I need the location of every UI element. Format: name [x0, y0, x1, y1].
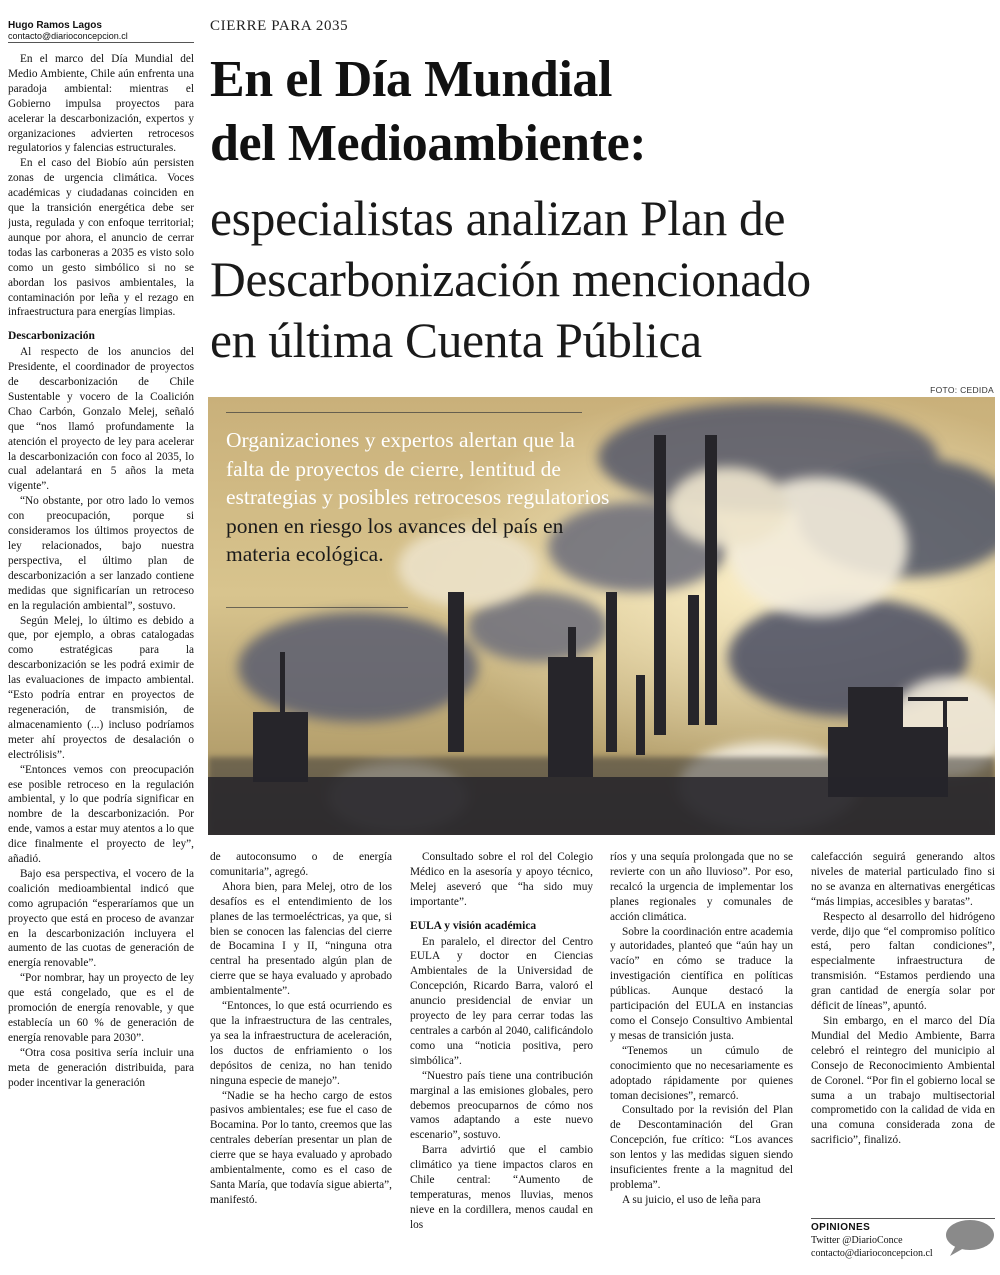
paragraph: Sin embargo, en el marco del Día Mundial del Medio Ambiente, Barra celebró el reintegro del municipio al Consejo de Reconocimiento Ambiental de Coronel. “Por fin el gobierno local se suma a un trabajo multisectorial comprometido con la calidad de vida en una comuna considerada zona de sacrificio”, finalizó.: [811, 1014, 995, 1147]
article-column-3: [410, 850, 593, 1260]
paragraph: Al respecto de los anuncios del Presidente, el coordinador de proyectos de descarbonización de Chile Sustentable y vocero de la Coalición Chao Carbón, Gonzalo Melej, señaló que “nos llamó profundamente la atención el proyecto de ley para acelerar la descarbonización con foco al 2035, lo cual adelantará en 5 años la meta vigente”.: [8, 346, 194, 493]
paragraph: A su juicio, el uso de leña para: [622, 1193, 761, 1206]
paragraph: Respecto al desarrollo del hidrógeno verde, dijo que “el compromiso político está, pero faltan condiciones”, especialmente infraestructura de transmisión. “Estamos perdiendo una gran cantidad de energía solar por déficit de líneas”, apuntó.: [811, 910, 995, 1013]
paragraph: “Entonces vemos con preocupación ese posible retroceso en la regulación ambiental, y lo que podría significar en nombre de la descarbonización. Por ende, vamos a estar muy atentos a lo que dice finalmente el proyecto de ley”, añadió.: [8, 763, 194, 866]
headline-secondary: [210, 188, 1000, 371]
byline-divider: [8, 42, 194, 43]
paragraph: calefacción seguirá generando altos niveles de material particulado fino si no se avanza en alternativas energéticas “más limpias, accesibles y baratas”.: [811, 851, 995, 908]
paragraph: “Entonces, lo que está ocurriendo es que la infraestructura de las centrales, ya sea la infraestructura de aceleración, los ductos de enfriamiento o los depósitos de ceniza, no han tenido ninguna especie de manejo”.: [210, 1000, 392, 1087]
paragraph: “No obstante, por otro lado lo vemos con preocupación, porque si consideramos los últimos proyectos de ley relacionados, bajo nuestra perspectiva, el último plan de descarbonización a ser lanzado contiene medidas que significarían un retroceso en la regulación ambiental”, sostuvo.: [8, 495, 194, 612]
paragraph: Según Melej, lo último es debido a que, por ejemplo, a obras catalogadas como estratégicas para la descarbonización se les podrá eximir de las evaluaciones de impacto ambiental. “Esto podría entrar en proyectos de regeneración, de transmisión, de almacenamiento (...) incluso podríamos meter ahí proyectos de desalación o electrólisis”.: [8, 614, 194, 761]
author-name: Hugo Ramos Lagos: [8, 20, 102, 31]
paragraph: Barra advirtió que el cambio climático ya tiene impactos claros en Chile central: “Aumento de temperaturas, menos lluvias, menos nieve en la cordillera, menos caudal en los: [410, 1144, 593, 1231]
subheading-descarbonizacion: Descarbonización: [8, 330, 95, 343]
paragraph: “Tenemos un cúmulo de conocimiento que no necesariamente es adoptado rápidamente por quienes toman decisiones”, remarcó.: [610, 1044, 793, 1102]
paragraph: de autoconsumo o de energía comunitaria”, agregó.: [210, 851, 392, 878]
paragraph: “Otra cosa positiva sería incluir una meta de generación distribuida, para poder incentivar la generación: [8, 1046, 194, 1089]
headline-line-1: En el Día Mundial: [210, 51, 613, 108]
article-column-5: [811, 850, 995, 1214]
caption-rest: ponen en riesgo los avances del país en materia ecológica.: [226, 513, 564, 567]
headline-line-2: del Medioambiente:: [210, 115, 647, 172]
paragraph: “Nuestro país tiene una contribución marginal a las emisiones globales, pero debemos preocuparnos de cómo nos vamos adaptando a este nuevo escenario”, sostuvo.: [410, 1069, 593, 1142]
caption-highlight: Organizaciones y expertos alertan que la falta de proyectos de cierre, lentitud de estrategias y posibles retrocesos regulatorios: [226, 428, 610, 510]
footer-twitter-link[interactable]: Twitter @DiarioConce: [811, 1235, 903, 1246]
paragraph: En paralelo, el director del Centro EULA y doctor en Ciencias Ambientales de la Universidad de Concepción, Ricardo Barra, valoró el anuncio presidencial de enviar un proyecto de ley para cerrar todas las centrales a carbón al 2040, calificándolo como una “noticia positiva, pero simbólica”.: [410, 935, 593, 1067]
paragraph: Ahora bien, para Melej, otro de los desafíos es el entendimiento de los planes de las termoeléctricas, ya que, si bien se conocen las falencias del cierre de Bocamina I y II, “ninguna otra central ha presentado algún plan de cierre que se haya evaluado y aprobado ambientalmente”.: [210, 880, 392, 998]
caption-divider-top: [226, 412, 582, 413]
paragraph: “Nadie se ha hecho cargo de estos pasivos ambientales; ese fue el caso de Bocamina. Por lo tanto, creemos que las centrales deberían presentar un plan de cierre que se haya evaluado y aprobado ambientalmente, como es el caso de Santa María, que todavía sigue abierta”, manifestó.: [210, 1089, 392, 1206]
paragraph: Consultado sobre el rol del Colegio Médico en la asesoría y apoyo técnico, Melej aseveró que “ha sido muy importante”.: [410, 851, 593, 908]
paragraph: Bajo esa perspectiva, el vocero de la coalición medioambiental indicó que como agrupación “esperaríamos que un proyecto que está en proceso de avanzar en la descarbonización incluyera el aumento de las cuotas de generación de energía renovable”.: [8, 867, 194, 970]
paragraph: Consultado por la revisión del Plan de Descontaminación del Gran Concepción, fue crítico: “Los avances son lentos y las medidas siguen siendo insuficientes frente a la magnitud del problema”.: [610, 1104, 793, 1191]
author-email[interactable]: contacto@diarioconcepcion.cl: [8, 31, 128, 41]
paragraph: En el caso del Biobío aún persisten zonas de urgencia climática. Voces académicas y ciudadanas coinciden en que la transición energética debe ser justa, regulada y con enfoque territorial; aunque por ahora, el anuncio de cerrar todas las carboneras a 2035 es visto solo como un gesto simbólico si no se abordan los pasivos ambientales, la contaminación por leña y el rezago en infraestructura para energías limpias.: [8, 157, 194, 319]
section-kicker: CIERRE PARA 2035: [210, 18, 349, 34]
article-column-4: [610, 850, 793, 1260]
photo-caption: [226, 426, 616, 569]
headline-line-5: en última Cuenta Pública: [210, 313, 702, 368]
article-column-2: [210, 850, 392, 1260]
paragraph: ríos y una sequía prolongada que no se revierte con un año lluvioso”. Por eso, recalcó la urgencia de implementar los planes regionales y comunales de acción climática.: [610, 851, 793, 923]
photo-credit: FOTO: CEDIDA: [930, 385, 994, 395]
caption-divider-bottom: [226, 607, 408, 608]
footer-section-label: OPINIONES: [811, 1222, 871, 1233]
article-column-1: [8, 52, 194, 1258]
subheading-eula: EULA y visión académica: [410, 919, 537, 932]
footer-email-link[interactable]: contacto@diarioconcepcion.cl: [811, 1248, 933, 1259]
paragraph: “Por nombrar, hay un proyecto de ley que está congelado, que es el de promoción de energía renovable, y que establecía un 60 % de generación de energía renovable para 2030”.: [8, 972, 194, 1044]
headline-line-3: especialistas analizan Plan de: [210, 191, 786, 246]
headline-line-4: Descarbonización mencionado: [210, 252, 811, 307]
paragraph: Sobre la coordinación entre academia y autoridades, planteó que “aún hay un vacío” en cómo se traduce la investigación científica en políticas públicas. Aunque destacó la participación del EULA en instancias como el Consejo Consultivo Ambiental y mesas de transición justa.: [610, 925, 793, 1042]
paragraph: En el marco del Día Mundial del Medio Ambiente, Chile aún enfrenta una paradoja ambiental: mientras el Gobierno impulsa proyectos para acelerar la descarbonización, expertos y organizaciones advierten retrocesos regulatorios y falencias estructurales.: [8, 53, 194, 155]
headline-primary: [210, 48, 990, 176]
speech-bubble-icon: [944, 1218, 996, 1263]
